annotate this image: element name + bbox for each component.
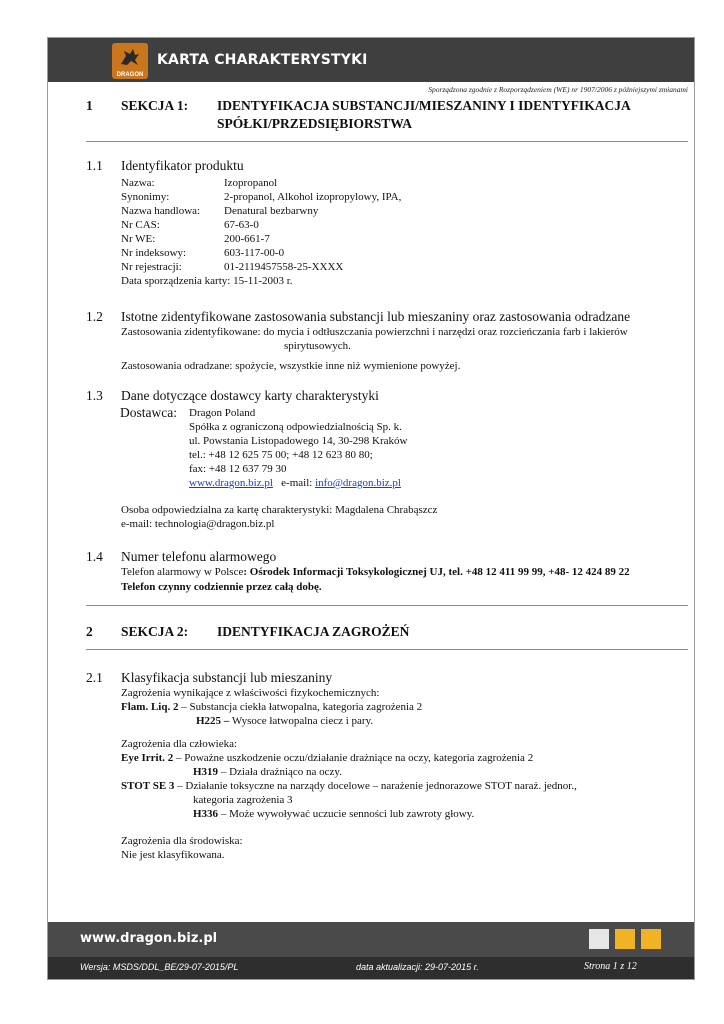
row-value: 2-propanol, Alkohol izopropylowy, IPA, <box>224 191 402 203</box>
subsection-1-3-number: 1.3 <box>86 388 103 403</box>
h319-text: – Działa drażniąco na oczy. <box>218 766 342 778</box>
h225-code: H225 – <box>196 715 230 727</box>
physchem-hazards-heading: Zagrożenia wynikające z właściwości fizykochemicznych: <box>121 687 380 699</box>
email-link[interactable]: info@dragon.biz.pl <box>315 477 401 489</box>
supplier-company-type: Spółka z ograniczoną odpowiedzialnością Sp. k. <box>189 421 402 433</box>
row-label: Synonimy: <box>121 191 170 203</box>
environment-hazards-text: Nie jest klasyfikowana. <box>121 849 225 861</box>
row-label: Nr WE: <box>121 233 156 245</box>
human-hazards-heading: Zagrożenia dla człowieka: <box>121 738 238 750</box>
h336-text: – Może wywoływać uczucie senności lub zawroty głowy. <box>218 808 475 820</box>
flam-liq-code: Flam. Liq. 2 <box>121 701 179 713</box>
h319-statement <box>193 766 342 779</box>
footer-square <box>641 929 661 949</box>
row-value: 603-117-00-0 <box>224 247 285 259</box>
responsible-person: Osoba odpowiedzialna za kartę charakterystyki: Magdalena Chrabąszcz <box>121 504 438 516</box>
row-value: Izopropanol <box>224 177 278 189</box>
dragon-logo <box>112 43 148 79</box>
supplier-contact-line <box>189 477 401 490</box>
section-2-number: 2 <box>86 624 93 639</box>
stot-text: – Działanie toksyczne na narządy docelowe – narażenie jednorazowe STOT naraż. jednor., <box>174 780 577 792</box>
divider <box>86 141 688 142</box>
row-label: Nazwa handlowa: <box>121 205 201 217</box>
identified-uses-cont: spirytusowych. <box>284 340 351 352</box>
section-1-title-line2: SPÓŁKI/PRZEDSIĘBIORSTWA <box>217 116 413 131</box>
supplier-phone: tel.: +48 12 625 75 00; +48 12 623 80 80; <box>189 449 373 461</box>
dragon-icon <box>118 46 142 68</box>
document-title: KARTA CHARAKTERYSTYKI <box>157 52 368 68</box>
subsection-1-3-title: Dane dotyczące dostawcy karty charakterystyki <box>121 388 379 403</box>
stot-code: STOT SE 3 <box>121 780 175 792</box>
supplier-fax: fax: +48 12 637 79 30 <box>189 463 287 475</box>
supplier-address: ul. Powstania Listopadowego 14, 30-298 Kraków <box>189 435 408 447</box>
eye-irrit-classification <box>121 752 533 765</box>
logo-text: DRAGON <box>116 72 144 78</box>
row-label: Nr rejestracji: <box>121 261 182 273</box>
row-label: Nr CAS: <box>121 219 160 231</box>
stot-classification-cont: kategoria zagrożenia 3 <box>193 794 293 806</box>
h336-statement <box>193 808 474 821</box>
section-1-number: 1 <box>86 98 93 113</box>
section-2-label: SEKCJA 2: <box>121 624 189 639</box>
footer-info-bar <box>48 957 694 979</box>
document-page <box>47 37 695 980</box>
row-label: Nr indeksowy: <box>121 247 187 259</box>
website-link[interactable]: www.dragon.biz.pl <box>189 477 273 489</box>
row-value: 200-661-7 <box>224 233 270 245</box>
row-label: Nazwa: <box>121 177 155 189</box>
subsection-1-2-title: Istotne zidentyfikowane zastosowania substancji lub mieszaniny oraz zastosowania odradzane <box>121 309 631 324</box>
emergency-phone-line <box>121 566 630 579</box>
row-value: 67-63-0 <box>224 219 259 231</box>
flam-liq-classification <box>121 701 422 714</box>
supplier-label: Dostawca: <box>120 405 177 420</box>
email-label: e-mail: <box>281 477 313 489</box>
emergency-phone-hours: Telefon czynny codziennie przez całą dobę. <box>121 581 322 593</box>
stot-classification <box>121 780 577 793</box>
h225-text: Wysoce łatwopalna ciecz i pary. <box>229 715 374 727</box>
subsection-1-4-title: Numer telefonu alarmowego <box>121 549 277 564</box>
regulation-note: Sporządzona zgodnie z Rozporządzeniem (WE) nr 1907/2006 z późniejszymi zmianami <box>428 85 688 94</box>
row-value: Denatural bezbarwny <box>224 205 319 217</box>
h319-code: H319 <box>193 766 219 778</box>
eye-irrit-text: – Poważne uszkodzenie oczu/działanie drażniące na oczy, kategoria zagrożenia 2 <box>173 752 534 764</box>
page-header <box>48 38 694 82</box>
footer-website-link[interactable]: www.dragon.biz.pl <box>80 931 218 946</box>
section-1-title-line1: IDENTYFIKACJA SUBSTANCJI/MIESZANINY I IDENTYFIKACJA <box>217 98 631 113</box>
environment-hazards-heading: Zagrożenia dla środowiska: <box>121 835 243 847</box>
supplier-name: Dragon Poland <box>189 407 256 419</box>
responsible-email: e-mail: technologia@dragon.biz.pl <box>121 518 275 530</box>
subsection-1-4-number: 1.4 <box>86 549 103 564</box>
h225-statement <box>196 715 373 728</box>
subsection-2-1-number: 2.1 <box>86 670 103 685</box>
footer-bar <box>48 922 694 957</box>
identified-uses: Zastosowania zidentyfikowane: do mycia i odtłuszczania powierzchni i narzędzi oraz rozcieńczania farb i lakierów <box>121 326 628 338</box>
sheet-creation-date: Data sporządzenia karty: 15-11-2003 r. <box>121 275 293 287</box>
divider <box>86 649 688 650</box>
divider <box>86 605 688 606</box>
subsection-2-1-title: Klasyfikacja substancji lub mieszaniny <box>121 670 333 685</box>
emergency-phone-details: : Ośrodek Informacji Toksykologicznej UJ, tel. +48 12 411 99 99, +48- 12 424 89 22 <box>243 566 630 578</box>
eye-irrit-code: Eye Irrit. 2 <box>121 752 174 764</box>
uses-advised-against: Zastosowania odradzane: spożycie, wszystkie inne niż wymienione powyżej. <box>121 360 461 372</box>
subsection-1-2-number: 1.2 <box>86 309 103 324</box>
section-1-label: SEKCJA 1: <box>121 98 189 113</box>
page-number: Strona 1 z 12 <box>584 961 637 972</box>
h336-code: H336 <box>193 808 219 820</box>
footer-square <box>615 929 635 949</box>
subsection-1-1-number: 1.1 <box>86 158 103 173</box>
section-2-title: IDENTYFIKACJA ZAGROŻEŃ <box>217 624 410 639</box>
document-version: Wersja: MSDS/DDL_BE/29-07-2015/PL <box>80 962 239 972</box>
row-value: 01-2119457558-25-XXXX <box>224 261 344 273</box>
footer-square <box>589 929 609 949</box>
emergency-phone-prefix: Telefon alarmowy w Polsce <box>121 566 244 578</box>
update-date: data aktualizacji: 29-07-2015 r. <box>356 962 479 972</box>
subsection-1-1-title: Identyfikator produktu <box>121 158 244 173</box>
flam-liq-text: – Substancja ciekła łatwopalna, kategoria zagrożenia 2 <box>178 701 423 713</box>
